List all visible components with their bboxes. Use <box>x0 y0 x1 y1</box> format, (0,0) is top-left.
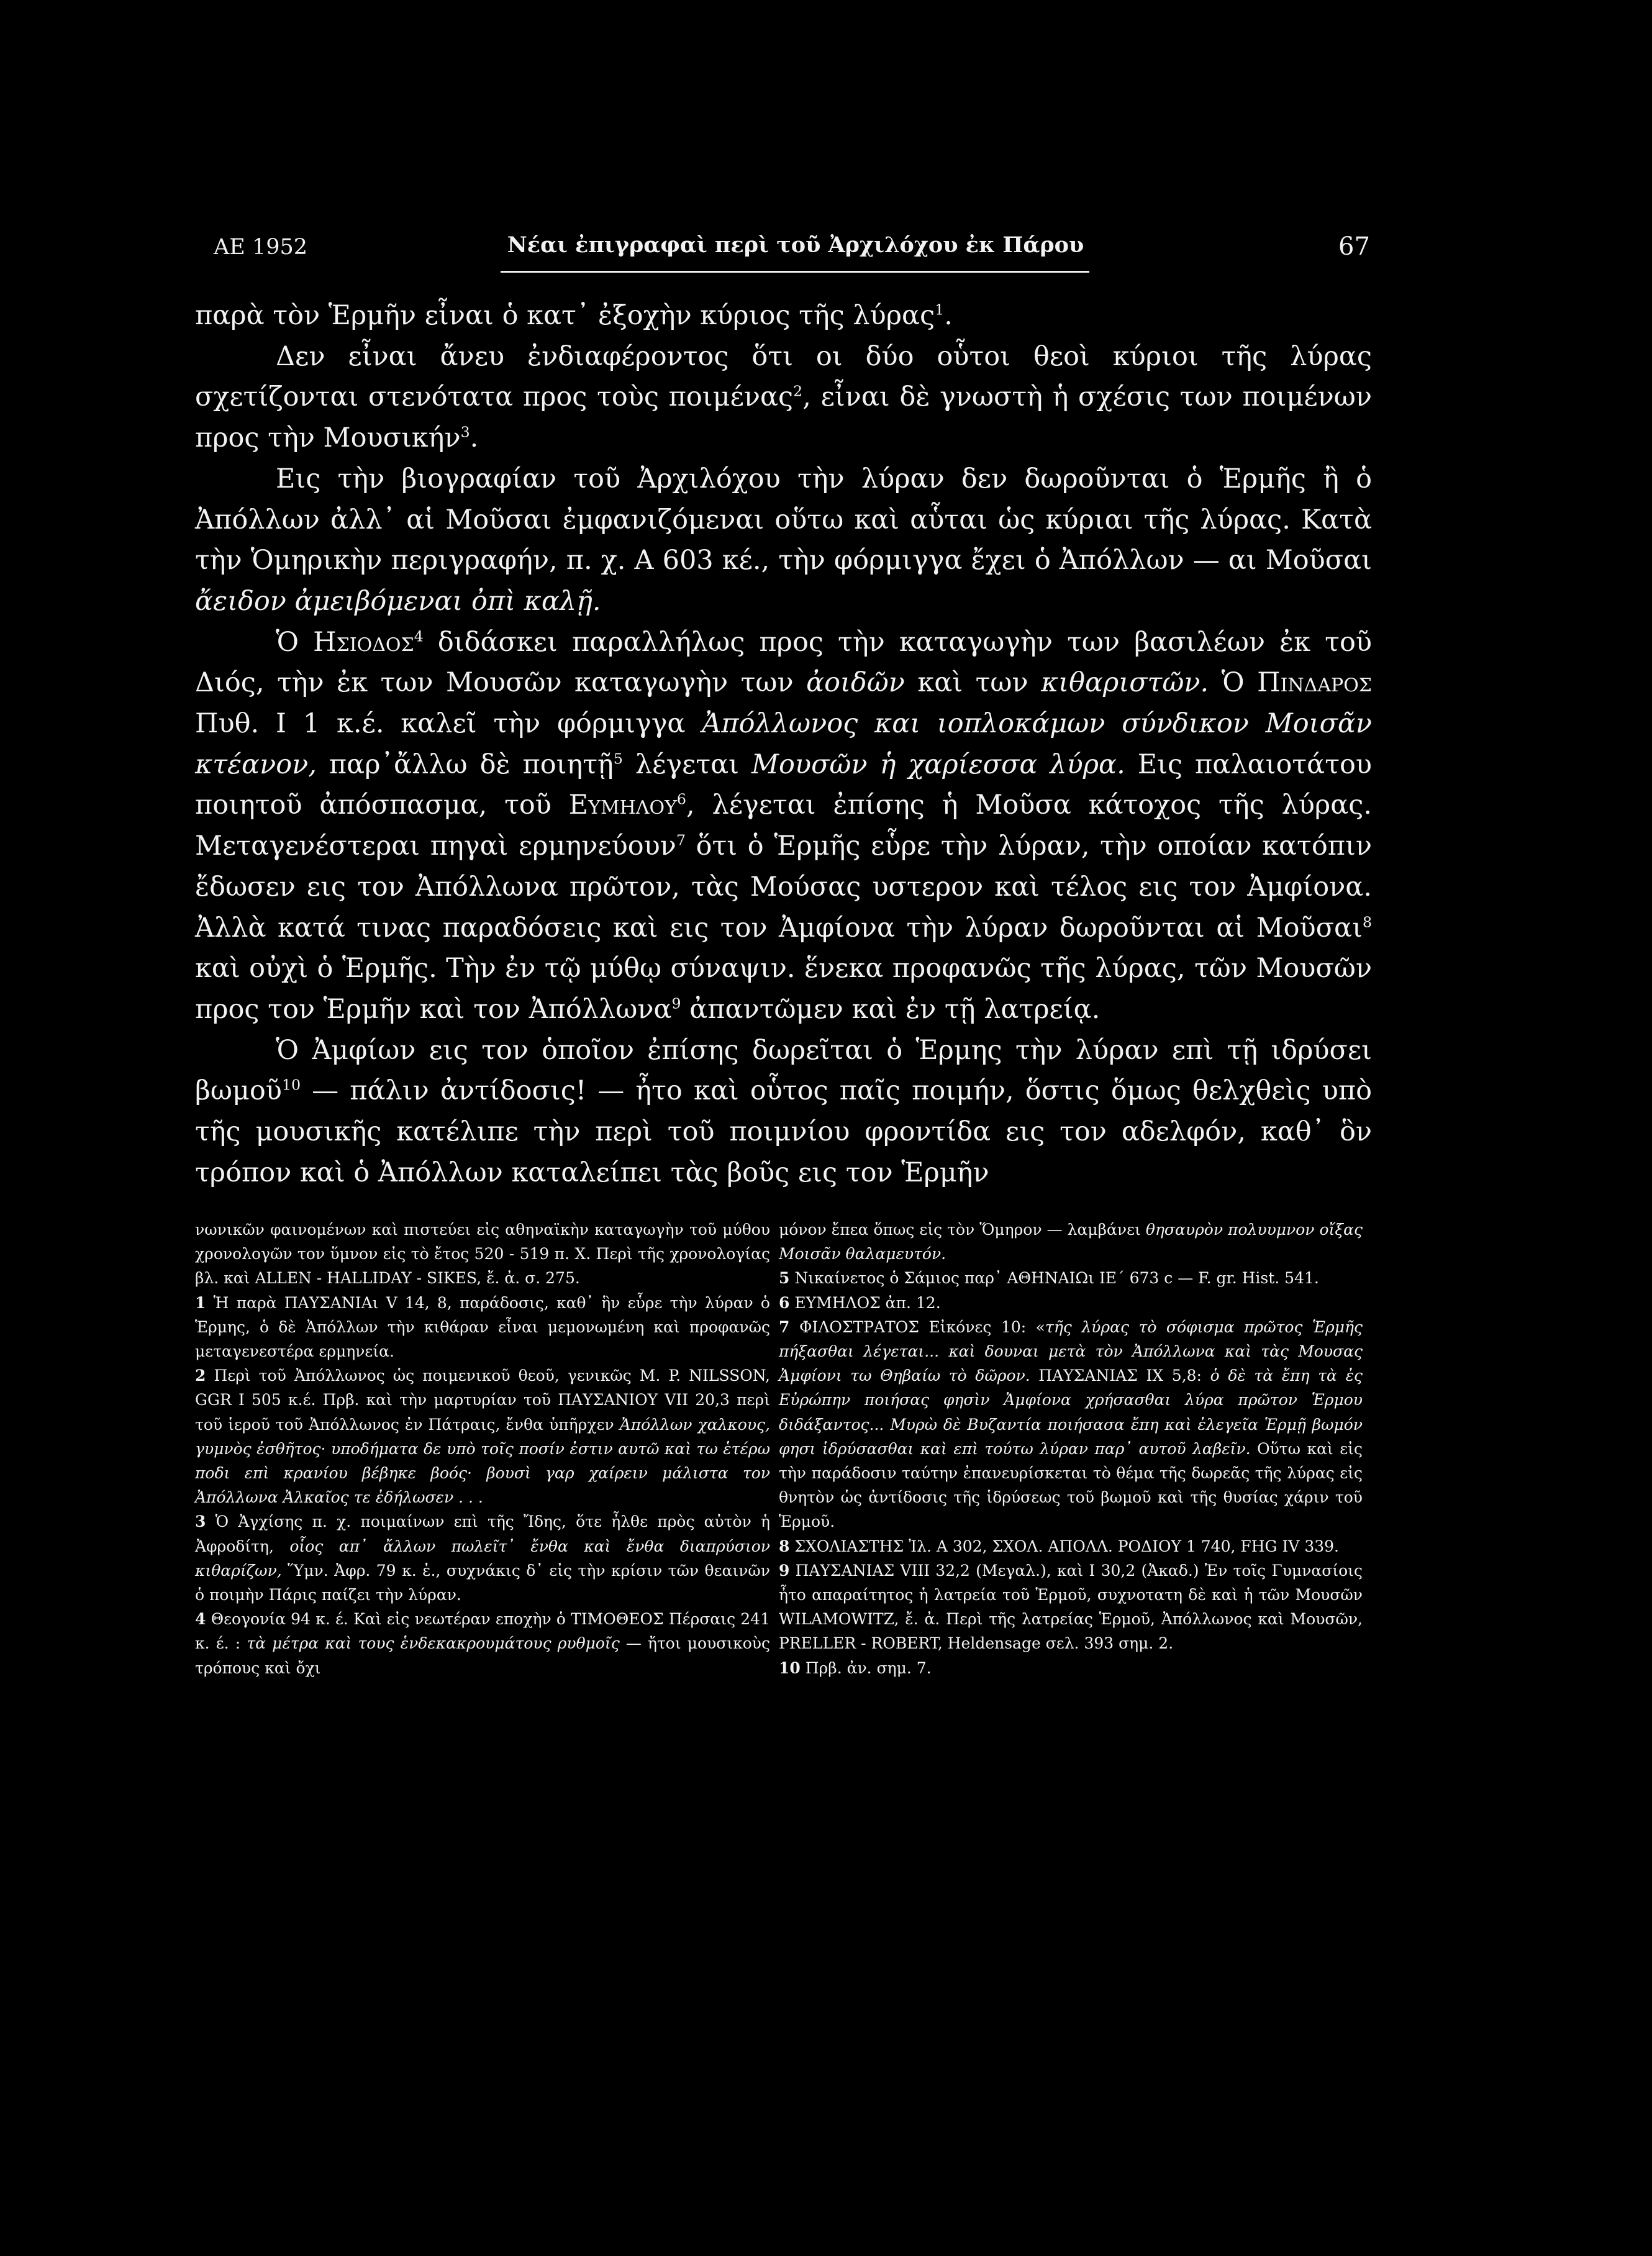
footnote-continuation: νωνικῶν φαινομένων καὶ πιστεύει εἰς αθηναϊκὴν καταγωγὴν τοῦ μύθου χρονολογῶν τον ὕμνον εἰς τὸ ἔτος 520 - 519 π. Χ. Περὶ τῆς χρονολογίας βλ. καὶ ALLEN - HALLIDAY - SIKES, ἔ. ἀ. σ. 275. <box>195 1221 770 1288</box>
footnote-8: 8 ΣΧΟΛΙΑΣΤΗΣ Ἰλ. Α 302, ΣΧΟΛ. ΑΠΟΛΛ. ΡΟΔΙΟΥ 1 740, FHG IV 339. <box>779 1537 1339 1555</box>
paragraph-5: Ὁ Ἀμφίων εις τον ὁποῖον ἐπίσης δωρεῖται ὁ Ἑρμης τὴν λύραν επὶ τῇ ιδρύσει βωμοῦ$^{10}$ — πάλιν ἀντίδοσις! — ἦτο καὶ οὗτος παῖς ποιμήν, ὅστις ὅμως θελχθεὶς υπὸ τῆς μουσικῆς κατέλιπε τὴν περὶ τοῦ ποιμνίου φροντίδα εις τον αδελφόν, καθ᾽ ὃν τρόπον καὶ ὁ Ἀπόλλων καταλείπει τὰς βοῦς εις τον Ἑρμῆν <box>195 1034 1372 1188</box>
footnote-5: 5 Νικαίνετος ὁ Σάμιος παρ᾽ ΑΘΗΝΑΙΩι ΙΕ΄ 673 c — F. gr. Hist. 541. <box>779 1269 1319 1288</box>
footnote-6: 6 ΕΥΜΗΛΟΣ ἀπ. 12. <box>779 1293 941 1312</box>
footnotes-left-column <box>195 1217 770 1680</box>
footnotes-right-column <box>779 1217 1363 1680</box>
running-title: Νέαι ἐπιγραφαὶ περὶ τοῦ Ἀρχιλόχου ἐκ Πάρου <box>507 232 1084 258</box>
footnote-continuation-right: μόνον ἔπεα ὅπως εἰς τὸν Ὅμηρον — λαμβάνει θησαυρὸν πολυυμνον οἴξας Μοισᾶν θαλαμευτόν. <box>779 1221 1363 1263</box>
paragraph-1: παρὰ τὸν Ἑρμῆν εἶναι ὁ κατ᾽ ἐξοχὴν κύριος τῆς λύρας$^1$. <box>195 300 953 331</box>
paragraph-2: Δεν εἶναι ἄνευ ἐνδιαφέροντος ὅτι οι δύο οὗτοι θεοὶ κύριοι τῆς λύρας σχετίζονται στενότατα προς τοὺς ποιμένας$^2$, εἶναι δὲ γνωστὴ ἡ σχέσις των ποιμένων προς τὴν Μουσικήν$^3$. <box>195 340 1373 454</box>
footnote-9: 9 ΠΑΥΣΑΝΙΑΣ VIII 32,2 (Μεγαλ.), καὶ I 30,2 (Ἀκαδ.) Ἐν τοῖς Γυμνασίοις ἦτο απαραίτητος ἡ λατρεία τοῦ Ἑρμοῦ, συχνοτατη δὲ καὶ ἡ τῶν Μουσῶν WILAMOWITZ, ἔ. ἀ. Περὶ τῆς λατρείας Ἑρμοῦ, Ἀπόλλωνος καὶ Μουσῶν, PRELLER - ROBERT, Heldensage σελ. 393 σημ. 2. <box>779 1561 1363 1653</box>
footnote-1: 1 Ἡ παρὰ ΠΑΥΣΑΝΙΑι V 14, 8, παράδοσις, καθ᾽ ἣν εὗρε τὴν λύραν ὁ Ἑρμης, ὁ δὲ Ἀπόλλων τὴν κιθάραν εἶναι μεμονωμένη καὶ προφανῶς μεταγενεστέρα ερμηνεία. <box>195 1293 770 1361</box>
journal-label: ΑΕ 1952 <box>214 235 308 260</box>
footnote-4: 4 Θεογονία 94 κ. έ. Καὶ εἰς νεωτέραν εποχὴν ὁ ΤΙΜΟΘΕΟΣ Πέρσαις 241 κ. έ. : τὰ μέτρα καὶ τους ἑνδεκακρουμάτους ρυθμοῖς — ἤτοι μουσικοὺς τρόπους καὶ ὄχι <box>195 1610 771 1677</box>
header-rule <box>501 271 1089 273</box>
page-number: 67 <box>1338 232 1370 261</box>
footnote-2: 2 Περὶ τοῦ Ἀπόλλωνος ὡς ποιμενικοῦ θεοῦ, γενικῶς Μ. P. NILSSON, GGR I 505 κ.έ. Πρβ. καὶ τὴν μαρτυρίαν τοῦ ΠΑΥΣΑΝΙΟΥ VII 20,3 περὶ τοῦ ἱεροῦ τοῦ Ἀπόλλωνος ἐν Πάτραις, ἔνθα ὑπῆρχεν Ἀπόλλων χαλκους, γυμνὸς ἐσθῆτος· υποδήματα δε υπὸ τοῖς ποσίν ἐστιν αυτῶ καὶ τω ἑτέρω ποδι επὶ κρανίου βέβηκε βοός· βουσὶ γαρ χαίρειν μάλιστα τον Ἀπόλλωνα Ἀλκαῖος τε ἐδήλωσεν . . . <box>195 1367 771 1507</box>
paragraph-3: Εις τὴν βιογραφίαν τοῦ Ἀρχιλόχου τὴν λύραν δεν δωροῦνται ὁ Ἑρμῆς ἢ ὁ Ἀπόλλων ἀλλ᾽ αἱ Μοῦσαι ἐμφανιζόμεναι οὕτω καὶ αὗται ὡς κύριαι τῆς λύρας. Κατὰ τὴν Ὁμηρικὴν περιγραφήν, π. χ. Α 603 κέ., τὴν φόρμιγγα ἔχει ὁ Ἀπόλλων — αι Μοῦσαι ἄειδον ἀμειβόμεναι ὀπὶ καλῇ. <box>195 463 1372 617</box>
footnote-3: 3 Ὁ Ἀγχίσης π. χ. ποιμαίνων επὶ τῆς Ἴδης, ὅτε ἦλθε πρὸς αὐτὸν ἡ Ἀφροδίτη, οἷος απ᾽ ἄλλων πωλεῖτ᾽ ἔνθα καὶ ἔνθα διαπρύσιον κιθαρίζων, Ὕμν. Ἀφρ. 79 κ. ἑ., συχνάκις δ᾽ εἰς τὴν κρίσιν τῶν θεαινῶν ὁ ποιμὴν Πάρις παίζει τὴν λύραν. <box>195 1512 770 1604</box>
main-text <box>195 296 1372 1193</box>
footnote-10: 10 Πρβ. ἀν. σημ. 7. <box>779 1658 932 1677</box>
paragraph-4: Ὁ Ησιοδος$^4$ διδάσκει παραλλήλως προς τὴν καταγωγὴν των βασιλέων ἐκ τοῦ Διός, τὴν ἐκ των Μουσῶν καταγωγὴν των ἀοιδῶν καὶ των κιθαριστῶν. Ὁ Πινδαρος Πυθ. Ι 1 κ.έ. καλεῖ τὴν φόρμιγγα Ἀπόλλωνος και ιοπλοκάμων σύνδικον Μοισᾶν κτέανον, παρ᾽ἄλλω δὲ ποιητῇ$^5$ λέγεται Μουσῶν ἡ χαρίεσσα λύρα. Εις παλαιοτάτου ποιητοῦ ἀπόσπασμα, τοῦ Ευμηλου$^6$, λέγεται ἐπίσης ἡ Μοῦσα κάτοχος τῆς λύρας. Μεταγενέστεραι πηγαὶ ερμηνεύουν$^7$ ὅτι ὁ Ἑρμῆς εὗρε τὴν λύραν, τὴν οποίαν κατόπιν ἔδωσεν εις τον Ἀπόλλωνα πρῶτον, τὰς Μούσας υστερον καὶ τέλος εις τον Ἀμφίονα. Ἀλλὰ κατά τινας παραδόσεις καὶ εις τον Ἀμφίονα τὴν λύραν δωροῦνται αἱ Μοῦσαι$^8$ καὶ οὐχὶ ὁ Ἑρμῆς. Τὴν ἐν τῷ μύθῳ σύναψιν. ἕνεκα προφανῶς τῆς λύρας, τῶν Μουσῶν προς τον Ἑρμῆν καὶ τον Ἀπόλλωνα$^9$ ἀπαντῶμεν καὶ ἐν τῇ λατρείᾳ. <box>195 626 1373 1025</box>
footnote-7: 7 ΦΙΛΟΣΤΡΑΤΟΣ Εἰκόνες 10: «τῆς λύρας τὸ σόφισμα πρῶτος Ἑρμῆς πήξασθαι λέγεται... καὶ δουναι μετὰ τὸν Ἀπόλλωνα καὶ τὰς Μουσας Ἀμφίονι τω Θηβαίω τὸ δῶρον. ΠΑΥΣΑΝΙΑΣ IX 5,8: ὁ δὲ τὰ ἔπη τὰ ἐς Εὐρώπην ποιήσας φησὶν Ἀμφίονα χρήσασθαι λύρα πρῶτον Ἑρμου διδάξαντος... Μυρὼ δὲ Βυζαντία ποιήσασα ἔπη καὶ ἐλεγεῖα Ἑρμῇ βωμόν φησι ἱδρύσασθαι καὶ επὶ τούτω λύραν παρ᾽ αυτοῦ λαβεῖν. Οὕτω καὶ εἰς τὴν παράδοσιν ταύτην ἐπανευρίσκεται τὸ θέμα τῆς δωρεᾶς τῆς λύρας εἰς θνητὸν ὡς ἀντίδοσις τῆς ἱδρύσεως τοῦ βωμοῦ καὶ τῆς θυσίας χάριν τοῦ Ἑρμοῦ. <box>779 1317 1363 1531</box>
